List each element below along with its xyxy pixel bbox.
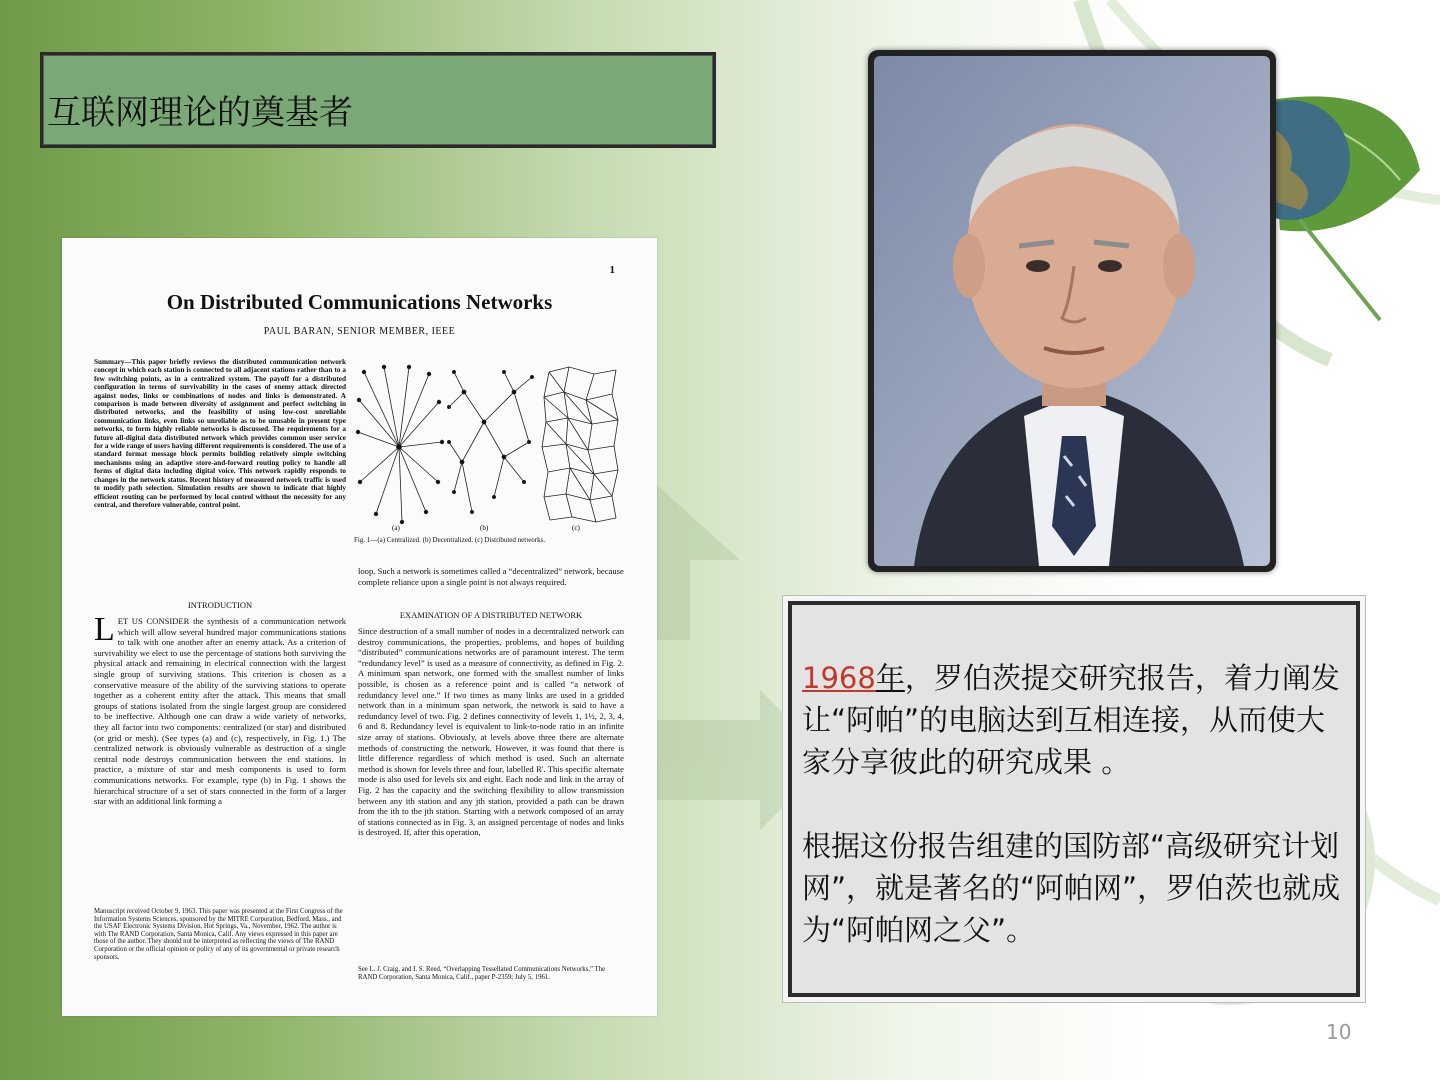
description-para-2: 根据这份报告组建的国防部“高级研究计划网”，就是著名的“阿帕网”，罗伯茨也就成为“阿帕网之父”。: [802, 829, 1341, 947]
intro-text: [94, 611, 346, 807]
figure-label-b: (b): [480, 524, 489, 532]
footnote-1: Manuscript received October 9, 1963. This paper was presented at the First Congress of the Information Systems Sciences, sponsored by the MITRE Corporation, Bedford, Mass., and the USAF Electronic Systems Division, Hot Springs, Va., November, 1962. The author is with The RAND Corporation, Santa Monica, Calif. Any views expressed in this paper are those of the author. They should not be interpreted as reflecting the views of The RAND Corporation or the official opinion or policy of any of its governmental or private research sponsors.: [94, 908, 343, 961]
paper-scan: [62, 238, 657, 1016]
slide-title: 互联网理论的奠基者: [47, 93, 353, 133]
decentralized-network: [447, 370, 533, 513]
figure-label-a: (a): [392, 524, 400, 532]
distributed-network: [542, 367, 618, 522]
figure-caption: Fig. 1—(a) Centralized. (b) Decentralized. (c) Distributed networks.: [354, 536, 546, 544]
intro-dropcap: L: [94, 611, 115, 648]
year-link[interactable]: 1968: [802, 661, 876, 695]
network-figure: [354, 362, 626, 532]
description-box: [788, 601, 1360, 997]
description-text: [802, 657, 1342, 951]
intro-body: ET US CONSIDER the synthesis of a communication network which will allow several hundred major communications stations to talk with one another after an enemy attack. As a criterion of survivability we elect to use the percentage of stations both surviving the physical attack and remaining in electrical connection with the largest single group of surviving stations. This criterion is chosen as a conservative measure of the ability of the surviving stations to operate together as a coherent entity after the attack. This means that small groups of stations isolated from the single largest group are considered to be ineffective. Although one can draw a wide variety of networks, they all factor into two components: centralized (or star) and distributed (or grid or mesh). (See types (a) and (c), respectively, in Fig. 1.) The centralized network is obviously vulnerable as destruction of a single central node destroys communication between the end stations. In practice, a mixture of star and mesh components is used to form communications networks. For example, type (b) in Fig. 1 shows the hierarchical structure of a set of stars connected in the form of a larger star with an additional link forming a: [94, 616, 346, 807]
figure-label-c: (c): [572, 524, 580, 532]
portrait-frame: [868, 50, 1276, 572]
right-top-text: loop. Such a network is sometimes called a “decentralized” network, because complete reliance upon a single point is not always required.: [358, 566, 624, 587]
centralized-network: [356, 365, 444, 524]
intro-heading: INTRODUCTION: [187, 600, 253, 610]
year-suffix: 年: [875, 661, 905, 695]
description-para-1: ，罗伯茨提交研究报告，着力阐发让“阿帕”的电脑达到互相连接，从而使大家分享彼此的研究成果 。: [802, 661, 1340, 779]
paper-author: PAUL BARAN, SENIOR MEMBER, IEEE: [263, 326, 456, 337]
portrait-photo: [874, 56, 1270, 566]
right-text: Since destruction of a small number of nodes in a decentralized network can destroy communications, the properties, problems, and hopes of building “distributed” communications networks are of paramount interest. The term “redundancy level” is used as a measure of connectivity, as defined in Fig. 2. A minimum span network, one formed with the smallest number of links possible, is chosen as a reference point and is called “a network of redundancy level one.” If two times as many links are used in a gridded network than in a minimum span network, the network is said to have a redundancy level of two. Fig. 2 defines connectivity of levels 1, 1½, 2, 3, 4, 6 and 8. Redundancy level is equivalent to link-to-node ratio in an infinite size array of stations. Obviously, at levels above three there are alternate methods of constructing the network. However, it was found that there is little difference regardless of which method is used. Such an alternate method is shown for levels three and four, labelled R'. This specific alternate mode is also used for levels six and eight. Each node and link in the array of Fig. 2 has the capacity and the switching flexibility to allow transmission between any ith station and any jth station, provided a path can be drawn from the ith to the jth station. Starting with a network composed of an array of stations connected as in Fig. 3, an assigned percentage of nodes and links is destroyed. If, after this operation,: [358, 626, 624, 838]
exam-heading: EXAMINATION OF A DISTRIBUTED NETWORK: [399, 610, 583, 620]
page-number: 10: [1326, 1020, 1352, 1044]
paper-page-number: 1: [609, 264, 615, 276]
paper-summary: Summary—This paper briefly reviews the distributed communication network concept in which each station is connected to all adjacent stations rather than to a few switching points, as in a centralized system. The payoff for a distributed configuration in terms of survivability in the cases of enemy attack directed against nodes, links or combinations of nodes and links is demonstrated. A comparison is made between diversity of assignment and perfect switching in distributed networks, and the feasibility of using low-cost unreliable communication links, even links so unreliable as to be unusable in present type networks, to form highly reliable networks is discussed. The requirements for a future all-digital data distributed network which provides common user service for a wide range of users having different requirements is considered. The use of a standard format message block permits building relatively simple switching mechanisms using an adaptive store-and-forward routing policy to handle all forms of digital data including digital voice. This network rapidly responds to changes in the network status. Recent history of measured network traffic is used to modify path selection. Simulation results are shown to indicate that highly efficient routing can be performed by local control without the necessity for any central, and therefore vulnerable, control point.: [94, 358, 346, 509]
footnote-2: See L. J. Craig, and I. S. Reed, “Overlapping Tessellated Communications Networks,” The RAND Corporation, Santa Monica, Calif., paper P-2359; July 5, 1961.: [358, 966, 606, 981]
slide-title-box: [40, 52, 716, 148]
paper-title: On Distributed Communications Networks: [166, 290, 553, 314]
